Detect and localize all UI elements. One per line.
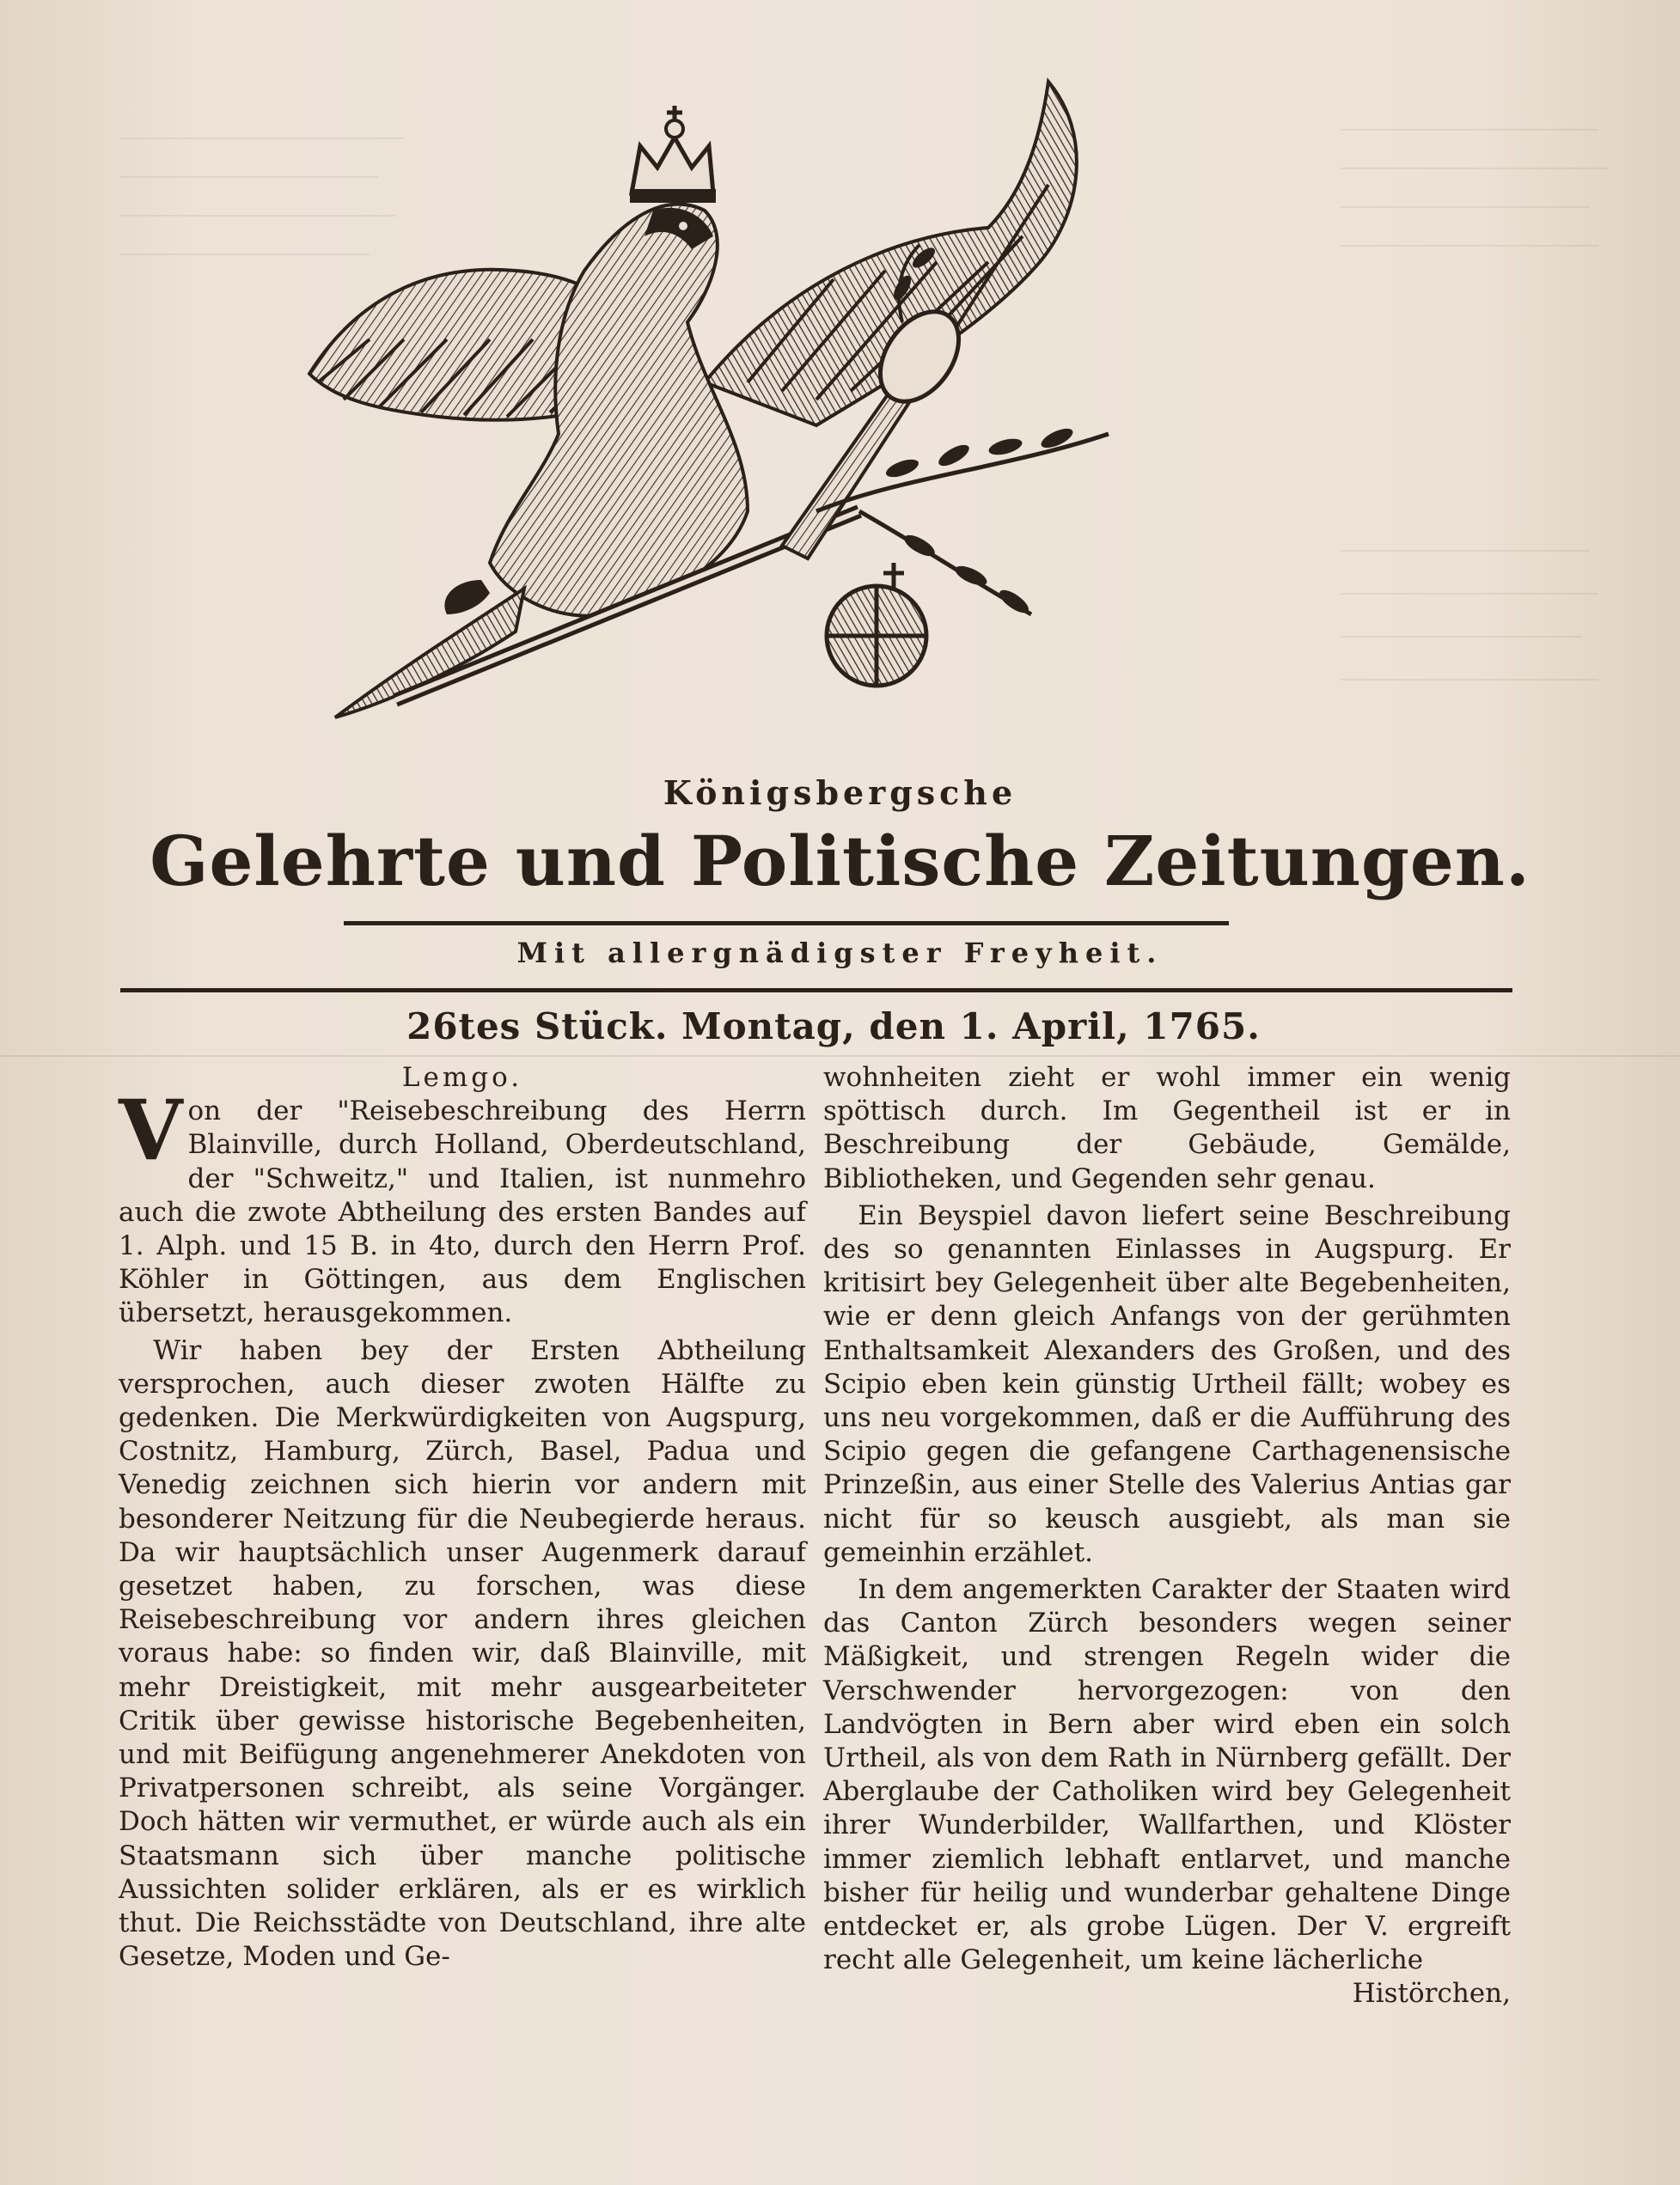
drop-cap: V <box>119 1082 183 1180</box>
show-through-line <box>1341 206 1590 208</box>
paragraph: Ein Beyspiel davon liefert seine Beschreibung des so genannten Einlasses in Augspurg. Er kritisirt bey Gelegenheit über alte Begebenheiten, wie er denn gleich Anfangs von der gerühmten Enthaltsamkeit Alexanders des Großen, und des Scipio eben kein günstig Urtheil fällt; wobey es uns neu vorgekommen, daß er die Aufführung des Scipio gegen die gefangene Carthagenensische Prinzeßin, aus einer Stelle des Valerius Antias gar nicht für so keusch ausgiebt, als man sie gemeinhin erzählet. <box>823 1199 1511 1568</box>
newspaper-title: Gelehrte und Politische Zeitungen. <box>150 821 1530 901</box>
paragraph: In dem angemerkten Carakter der Staaten wird das Canton Zürch besonders wegen seiner Mäßigkeit, und strengen Regeln wider die Verschwender hervorgezogen: von den Landvögten in Bern aber wird eben ein solch Urtheil, als von dem Rath in Nürnberg gefällt. Der Aberglaube der Catholiken wird bey Gelegenheit ihrer Wunderbilder, Wallfarthen, und Klöster immer ziemlich lebhaft entlarvet, und manche bisher für heilig und wunderbar gehaltene Dinge entdecket er, als grobe Lügen. Der V. ergreift recht alle Gelegenheit, um keine lächerliche <box>823 1574 1511 1976</box>
column-right <box>823 1061 1511 2011</box>
crowned-eagle-emblem <box>301 64 1332 778</box>
masthead-rule <box>120 988 1512 992</box>
show-through-line <box>1341 593 1598 595</box>
catchword: Histörchen, <box>1352 1978 1511 2010</box>
show-through-line <box>1341 679 1598 681</box>
issue-date: Montag, den 1. April, 1765. <box>681 1005 1261 1047</box>
show-through-line <box>1341 129 1598 131</box>
show-through-line <box>1341 245 1598 247</box>
show-through-line <box>1341 550 1590 552</box>
column-left <box>119 1061 806 1974</box>
privilege-line: Mit allergnädigster Freyheit. <box>516 937 1164 969</box>
city-name: Königsbergsche <box>663 773 1017 812</box>
orb <box>827 563 926 686</box>
paragraph-text: on der "Reisebeschreibung des Herrn Blainville, durch Holland, Oberdeutschland, der "Schweitz," und Italien, ist nunmehro auch die zwote Abtheilung des ersten Bandes auf 1. Alph. und 15 B. in 4to, durch den Herrn Prof. Köhler in Göttingen, aus dem Englischen übersetzt, herausgekommen. <box>119 1096 806 1329</box>
paragraph <box>119 1082 806 1330</box>
paper-fold-crease <box>0 1055 1680 1057</box>
show-through-line <box>1341 168 1607 169</box>
issue-date-line <box>120 1005 1547 1047</box>
dateline: Lemgo. <box>401 1062 523 1093</box>
paragraph: Wir haben bey der Ersten Abtheilung versprochen, auch dieser zwoten Hälfte zu gedenken. Die Merkwürdigkeiten von Augspurg, Costnitz, Hamburg, Zürch, Basel, Padua und Venedig zeichnen sich hierin vor andern mit besonderer Neitzung für die Neubegierde heraus. Da wir hauptsächlich unser Augenmerk darauf gesetzet haben, zu forschen, was diese Reisebeschreibung vor andern ihres gleichen voraus habe: so finden wir, daß Blainville, mit mehr Dreistigkeit, mit mehr ausgearbeiteter Critik über gewisse historische Begebenheiten, und mit Beifügung angenehmerer Anekdoten von Privatpersonen schreibt, als seine Vorgänger. Doch hätten wir vermuthet, er würde auch als ein Staatsmann sich über manche politische Aussichten solider erklären, als er es wirklich thut. Die Reichsstädte von Deutschland, ihre alte Gesetze, Moden und Ge- <box>119 1334 806 1973</box>
title-rule <box>344 921 1229 925</box>
paragraph: wohnheiten zieht er wohl immer ein wenig spöttisch durch. Im Gegentheil ist er in Beschreibung der Gebäude, Gemälde, Bibliotheken, und Gegenden sehr genau. <box>823 1062 1511 1194</box>
show-through-line <box>1341 636 1581 638</box>
issue-number: 26tes Stück. <box>406 1005 669 1047</box>
crown <box>630 106 716 203</box>
